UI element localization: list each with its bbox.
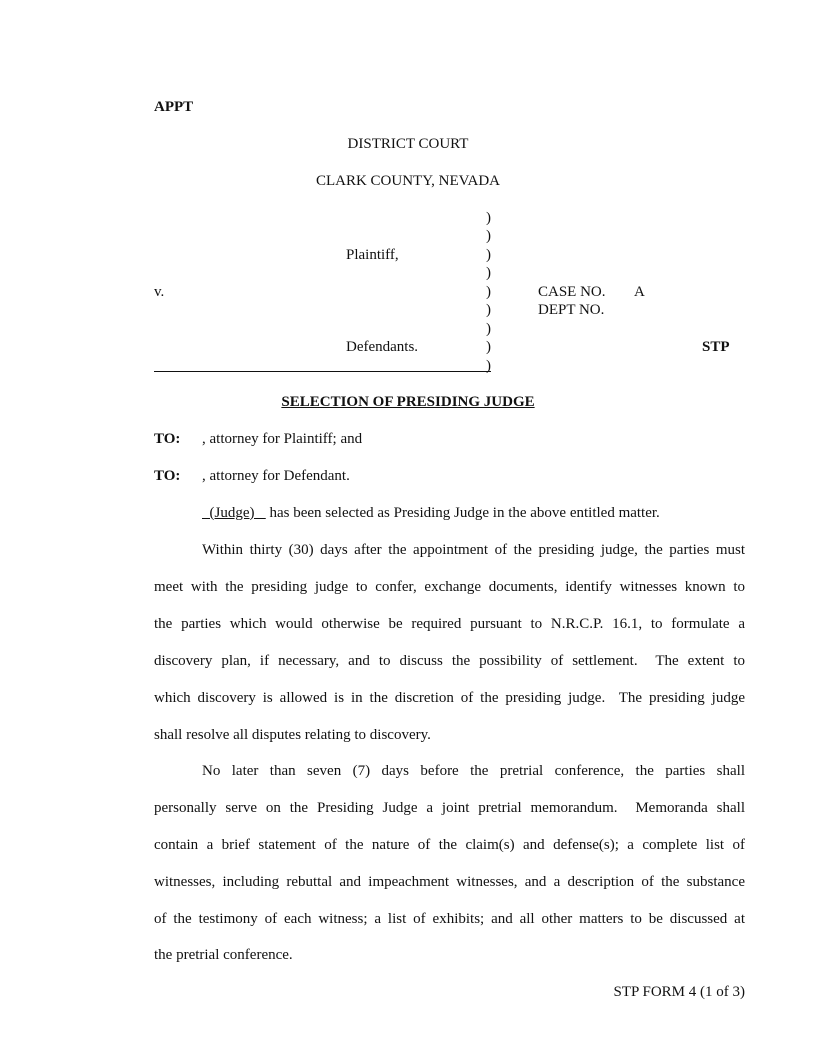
caption-rule	[154, 371, 491, 372]
paragraph-line: meet with the presiding judge to confer, exchange documents, identify witnesses known to	[154, 579, 745, 595]
selection-text: has been selected as Presiding Judge in the above entitled matter.	[265, 505, 660, 521]
case-no-value: A	[634, 284, 645, 300]
county-name: CLARK COUNTY, NEVADA	[315, 173, 501, 189]
selection-statement	[202, 504, 660, 522]
paragraph-line: which discovery is allowed is in the discretion of the presiding judge. The presiding judge	[154, 690, 745, 706]
paragraph-line: shall resolve all disputes relating to discovery.	[154, 727, 431, 743]
versus-label: v.	[154, 284, 165, 300]
paragraph-line: witnesses, including rebuttal and impeachment witnesses, and a description of the substance	[154, 874, 745, 890]
caption-paren: )	[486, 228, 491, 244]
judge-blank: (Judge)	[202, 505, 266, 521]
dept-no-label: DEPT NO.	[538, 302, 605, 318]
paragraph-line: personally serve on the Presiding Judge a joint pretrial memorandum. Memoranda shall	[154, 800, 745, 816]
recipient-defendant: , attorney for Defendant.	[202, 468, 350, 484]
caption-paren: )	[486, 247, 491, 263]
caption-paren: )	[486, 210, 491, 226]
paragraph-line: the pretrial conference.	[154, 947, 293, 963]
form-footer: STP FORM 4 (1 of 3)	[613, 984, 745, 1000]
recipient-label: TO:	[154, 468, 181, 484]
caption-paren: )	[486, 265, 491, 281]
caption-paren: )	[486, 284, 491, 300]
document-title	[0, 393, 816, 411]
defendants-label: Defendants.	[346, 339, 419, 355]
caption-paren: )	[486, 321, 491, 337]
recipient-label: TO:	[154, 431, 181, 447]
paragraph-line: discovery plan, if necessary, and to discuss the possibility of settlement. The extent to	[154, 653, 745, 669]
form-code: APPT	[154, 99, 194, 115]
paragraph-line: contain a brief statement of the nature of the claim(s) and defense(s); a complete list of	[154, 837, 745, 853]
paragraph-line: Within thirty (30) days after the appointment of the presiding judge, the parties must	[202, 542, 745, 558]
document-title-text: SELECTION OF PRESIDING JUDGE	[281, 394, 535, 410]
caption-paren: )	[486, 339, 491, 355]
caption-paren: )	[486, 302, 491, 318]
paragraph-line: No later than seven (7) days before the pretrial conference, the parties shall	[202, 763, 745, 779]
plaintiff-label: Plaintiff,	[346, 247, 399, 263]
paragraph-line: the parties which would otherwise be required pursuant to N.R.C.P. 16.1, to formulate a	[154, 616, 745, 632]
court-name: DISTRICT COURT	[347, 136, 469, 152]
caption-paren: )	[486, 358, 491, 374]
recipient-plaintiff: , attorney for Plaintiff; and	[202, 431, 363, 447]
case-no-label: CASE NO.	[538, 284, 606, 300]
paragraph-line: of the testimony of each witness; a list of exhibits; and all other matters to be discussed at	[154, 911, 745, 927]
program-code: STP	[702, 339, 730, 355]
